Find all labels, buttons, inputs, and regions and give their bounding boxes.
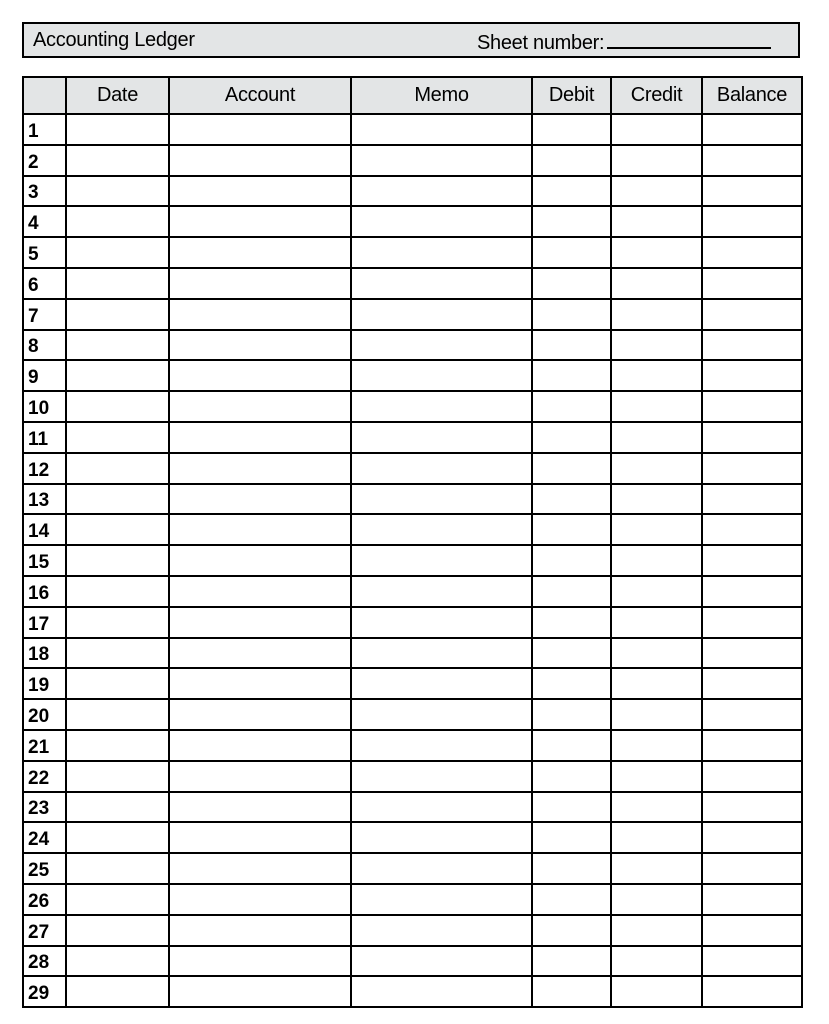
debit-cell[interactable] — [532, 946, 611, 977]
date-cell[interactable] — [66, 792, 169, 823]
account-cell[interactable] — [169, 545, 351, 576]
date-cell[interactable] — [66, 699, 169, 730]
table-row — [23, 145, 802, 176]
memo-cell[interactable] — [351, 946, 532, 977]
balance-cell[interactable] — [702, 946, 802, 977]
credit-cell[interactable] — [611, 792, 702, 823]
table-row — [23, 268, 802, 299]
date-cell[interactable] — [66, 915, 169, 946]
ledger-title: Accounting Ledger — [33, 29, 195, 51]
balance-cell[interactable] — [702, 360, 802, 391]
table-row — [23, 176, 802, 207]
table-row — [23, 114, 802, 145]
debit-cell[interactable] — [532, 976, 611, 1007]
balance-cell[interactable] — [702, 730, 802, 761]
balance-cell[interactable] — [702, 761, 802, 792]
balance-cell[interactable] — [702, 884, 802, 915]
date-cell[interactable] — [66, 391, 169, 422]
date-cell[interactable] — [66, 761, 169, 792]
row-number: 13 — [23, 484, 66, 515]
debit-cell[interactable] — [532, 453, 611, 484]
row-number: 1 — [23, 114, 66, 145]
debit-cell[interactable] — [532, 576, 611, 607]
balance-cell[interactable] — [702, 114, 802, 145]
credit-cell[interactable] — [611, 145, 702, 176]
memo-cell[interactable] — [351, 668, 532, 699]
credit-cell[interactable] — [611, 668, 702, 699]
account-cell[interactable] — [169, 330, 351, 361]
memo-cell[interactable] — [351, 730, 532, 761]
balance-cell[interactable] — [702, 638, 802, 669]
ledger-table — [22, 76, 803, 1008]
balance-cell[interactable] — [702, 545, 802, 576]
balance-cell[interactable] — [702, 206, 802, 237]
table-row — [23, 299, 802, 330]
date-cell[interactable] — [66, 360, 169, 391]
table-row — [23, 792, 802, 823]
table-row — [23, 699, 802, 730]
balance-cell[interactable] — [702, 853, 802, 884]
date-cell[interactable] — [66, 638, 169, 669]
table-row — [23, 514, 802, 545]
balance-cell[interactable] — [702, 176, 802, 207]
ledger-body — [23, 114, 802, 1007]
memo-cell[interactable] — [351, 792, 532, 823]
account-cell[interactable] — [169, 730, 351, 761]
sheet-number — [477, 29, 771, 55]
table-row — [23, 946, 802, 977]
account-cell[interactable] — [169, 792, 351, 823]
date-cell[interactable] — [66, 206, 169, 237]
table-row — [23, 884, 802, 915]
credit-cell[interactable] — [611, 853, 702, 884]
memo-cell[interactable] — [351, 237, 532, 268]
row-number: 9 — [23, 360, 66, 391]
row-number: 21 — [23, 730, 66, 761]
balance-cell[interactable] — [702, 514, 802, 545]
memo-cell[interactable] — [351, 607, 532, 638]
row-number: 4 — [23, 206, 66, 237]
date-cell[interactable] — [66, 145, 169, 176]
account-cell[interactable] — [169, 761, 351, 792]
row-number: 5 — [23, 237, 66, 268]
memo-cell[interactable] — [351, 699, 532, 730]
memo-cell[interactable] — [351, 853, 532, 884]
account-cell[interactable] — [169, 176, 351, 207]
table-row — [23, 545, 802, 576]
memo-cell[interactable] — [351, 268, 532, 299]
memo-cell[interactable] — [351, 206, 532, 237]
balance-cell[interactable] — [702, 237, 802, 268]
debit-cell[interactable] — [532, 884, 611, 915]
balance-cell[interactable] — [702, 976, 802, 1007]
date-cell[interactable] — [66, 545, 169, 576]
account-cell[interactable] — [169, 976, 351, 1007]
credit-cell[interactable] — [611, 176, 702, 207]
debit-cell[interactable] — [532, 145, 611, 176]
account-cell[interactable] — [169, 699, 351, 730]
account-cell[interactable] — [169, 822, 351, 853]
date-cell[interactable] — [66, 884, 169, 915]
debit-cell[interactable] — [532, 514, 611, 545]
memo-cell[interactable] — [351, 453, 532, 484]
debit-cell[interactable] — [532, 853, 611, 884]
row-number: 17 — [23, 607, 66, 638]
memo-cell[interactable] — [351, 576, 532, 607]
row-number: 16 — [23, 576, 66, 607]
memo-cell[interactable] — [351, 514, 532, 545]
memo-cell[interactable] — [351, 391, 532, 422]
debit-cell[interactable] — [532, 761, 611, 792]
debit-cell[interactable] — [532, 792, 611, 823]
row-number: 26 — [23, 884, 66, 915]
table-row — [23, 360, 802, 391]
credit-cell[interactable] — [611, 915, 702, 946]
credit-cell[interactable] — [611, 237, 702, 268]
debit-cell[interactable] — [532, 607, 611, 638]
credit-cell[interactable] — [611, 514, 702, 545]
row-number: 24 — [23, 822, 66, 853]
credit-cell[interactable] — [611, 730, 702, 761]
debit-cell[interactable] — [532, 822, 611, 853]
date-cell[interactable] — [66, 484, 169, 515]
row-number: 19 — [23, 668, 66, 699]
account-cell[interactable] — [169, 422, 351, 453]
account-cell[interactable] — [169, 576, 351, 607]
table-row — [23, 730, 802, 761]
row-number: 15 — [23, 545, 66, 576]
debit-cell[interactable] — [532, 545, 611, 576]
row-number: 6 — [23, 268, 66, 299]
balance-cell[interactable] — [702, 607, 802, 638]
table-row — [23, 668, 802, 699]
row-number: 10 — [23, 391, 66, 422]
balance-cell[interactable] — [702, 453, 802, 484]
account-cell[interactable] — [169, 514, 351, 545]
balance-cell[interactable] — [702, 299, 802, 330]
memo-cell[interactable] — [351, 299, 532, 330]
account-cell[interactable] — [169, 668, 351, 699]
credit-cell[interactable] — [611, 422, 702, 453]
debit-cell[interactable] — [532, 699, 611, 730]
credit-cell[interactable] — [611, 761, 702, 792]
title-bar — [22, 22, 800, 58]
memo-cell[interactable] — [351, 484, 532, 515]
debit-cell[interactable] — [532, 391, 611, 422]
table-row — [23, 853, 802, 884]
memo-cell[interactable] — [351, 114, 532, 145]
date-cell[interactable] — [66, 730, 169, 761]
row-number: 27 — [23, 915, 66, 946]
date-cell[interactable] — [66, 299, 169, 330]
debit-cell[interactable] — [532, 330, 611, 361]
row-number: 20 — [23, 699, 66, 730]
date-cell[interactable] — [66, 576, 169, 607]
balance-cell[interactable] — [702, 422, 802, 453]
table-row — [23, 915, 802, 946]
date-cell[interactable] — [66, 237, 169, 268]
credit-cell[interactable] — [611, 545, 702, 576]
debit-cell[interactable] — [532, 237, 611, 268]
credit-cell[interactable] — [611, 453, 702, 484]
credit-cell[interactable] — [611, 484, 702, 515]
row-number: 8 — [23, 330, 66, 361]
account-cell[interactable] — [169, 453, 351, 484]
row-number: 29 — [23, 976, 66, 1007]
credit-cell[interactable] — [611, 268, 702, 299]
account-cell[interactable] — [169, 915, 351, 946]
balance-cell[interactable] — [702, 330, 802, 361]
credit-cell[interactable] — [611, 822, 702, 853]
balance-cell[interactable] — [702, 792, 802, 823]
credit-cell[interactable] — [611, 699, 702, 730]
column-header-debit: Debit — [532, 77, 611, 114]
balance-cell[interactable] — [702, 699, 802, 730]
balance-cell[interactable] — [702, 484, 802, 515]
date-cell[interactable] — [66, 176, 169, 207]
account-cell[interactable] — [169, 268, 351, 299]
credit-cell[interactable] — [611, 391, 702, 422]
credit-cell[interactable] — [611, 638, 702, 669]
row-number: 14 — [23, 514, 66, 545]
balance-cell[interactable] — [702, 668, 802, 699]
balance-cell[interactable] — [702, 145, 802, 176]
credit-cell[interactable] — [611, 576, 702, 607]
sheet-number-label: Sheet number: — [477, 32, 605, 54]
account-cell[interactable] — [169, 206, 351, 237]
memo-cell[interactable] — [351, 976, 532, 1007]
row-number: 11 — [23, 422, 66, 453]
date-cell[interactable] — [66, 422, 169, 453]
memo-cell[interactable] — [351, 761, 532, 792]
memo-cell[interactable] — [351, 638, 532, 669]
account-cell[interactable] — [169, 114, 351, 145]
memo-cell[interactable] — [351, 884, 532, 915]
memo-cell[interactable] — [351, 360, 532, 391]
row-number: 18 — [23, 638, 66, 669]
account-cell[interactable] — [169, 607, 351, 638]
credit-cell[interactable] — [611, 946, 702, 977]
debit-cell[interactable] — [532, 730, 611, 761]
debit-cell[interactable] — [532, 299, 611, 330]
memo-cell[interactable] — [351, 330, 532, 361]
date-cell[interactable] — [66, 514, 169, 545]
account-cell[interactable] — [169, 884, 351, 915]
account-cell[interactable] — [169, 299, 351, 330]
debit-cell[interactable] — [532, 484, 611, 515]
date-cell[interactable] — [66, 607, 169, 638]
debit-cell[interactable] — [532, 360, 611, 391]
column-header-credit: Credit — [611, 77, 702, 114]
table-row — [23, 576, 802, 607]
sheet-number-field[interactable] — [607, 29, 771, 49]
date-cell[interactable] — [66, 330, 169, 361]
memo-cell[interactable] — [351, 915, 532, 946]
column-header-row-number — [23, 77, 66, 114]
account-cell[interactable] — [169, 638, 351, 669]
table-row — [23, 237, 802, 268]
row-number: 2 — [23, 145, 66, 176]
balance-cell[interactable] — [702, 822, 802, 853]
table-row — [23, 330, 802, 361]
date-cell[interactable] — [66, 114, 169, 145]
account-cell[interactable] — [169, 946, 351, 977]
date-cell[interactable] — [66, 453, 169, 484]
credit-cell[interactable] — [611, 976, 702, 1007]
account-cell[interactable] — [169, 391, 351, 422]
balance-cell[interactable] — [702, 268, 802, 299]
column-header-memo: Memo — [351, 77, 532, 114]
row-number: 12 — [23, 453, 66, 484]
memo-cell[interactable] — [351, 545, 532, 576]
date-cell[interactable] — [66, 976, 169, 1007]
row-number: 3 — [23, 176, 66, 207]
balance-cell[interactable] — [702, 915, 802, 946]
table-row — [23, 422, 802, 453]
memo-cell[interactable] — [351, 176, 532, 207]
credit-cell[interactable] — [611, 114, 702, 145]
credit-cell[interactable] — [611, 360, 702, 391]
column-header-balance: Balance — [702, 77, 802, 114]
header-row — [23, 77, 802, 114]
table-row — [23, 206, 802, 237]
balance-cell[interactable] — [702, 576, 802, 607]
credit-cell[interactable] — [611, 299, 702, 330]
account-cell[interactable] — [169, 237, 351, 268]
row-number: 7 — [23, 299, 66, 330]
memo-cell[interactable] — [351, 822, 532, 853]
table-row — [23, 607, 802, 638]
debit-cell[interactable] — [532, 206, 611, 237]
debit-cell[interactable] — [532, 638, 611, 669]
debit-cell[interactable] — [532, 422, 611, 453]
row-number: 25 — [23, 853, 66, 884]
column-header-account: Account — [169, 77, 351, 114]
account-cell[interactable] — [169, 360, 351, 391]
debit-cell[interactable] — [532, 915, 611, 946]
account-cell[interactable] — [169, 853, 351, 884]
credit-cell[interactable] — [611, 330, 702, 361]
credit-cell[interactable] — [611, 607, 702, 638]
balance-cell[interactable] — [702, 391, 802, 422]
table-row — [23, 638, 802, 669]
table-row — [23, 761, 802, 792]
debit-cell[interactable] — [532, 114, 611, 145]
account-cell[interactable] — [169, 484, 351, 515]
credit-cell[interactable] — [611, 884, 702, 915]
date-cell[interactable] — [66, 268, 169, 299]
row-number: 28 — [23, 946, 66, 977]
row-number: 22 — [23, 761, 66, 792]
table-row — [23, 822, 802, 853]
table-row — [23, 453, 802, 484]
date-cell[interactable] — [66, 946, 169, 977]
memo-cell[interactable] — [351, 422, 532, 453]
date-cell[interactable] — [66, 853, 169, 884]
table-row — [23, 976, 802, 1007]
date-cell[interactable] — [66, 822, 169, 853]
column-header-date: Date — [66, 77, 169, 114]
table-row — [23, 484, 802, 515]
account-cell[interactable] — [169, 145, 351, 176]
debit-cell[interactable] — [532, 268, 611, 299]
debit-cell[interactable] — [532, 668, 611, 699]
table-row — [23, 391, 802, 422]
memo-cell[interactable] — [351, 145, 532, 176]
date-cell[interactable] — [66, 668, 169, 699]
row-number: 23 — [23, 792, 66, 823]
credit-cell[interactable] — [611, 206, 702, 237]
debit-cell[interactable] — [532, 176, 611, 207]
